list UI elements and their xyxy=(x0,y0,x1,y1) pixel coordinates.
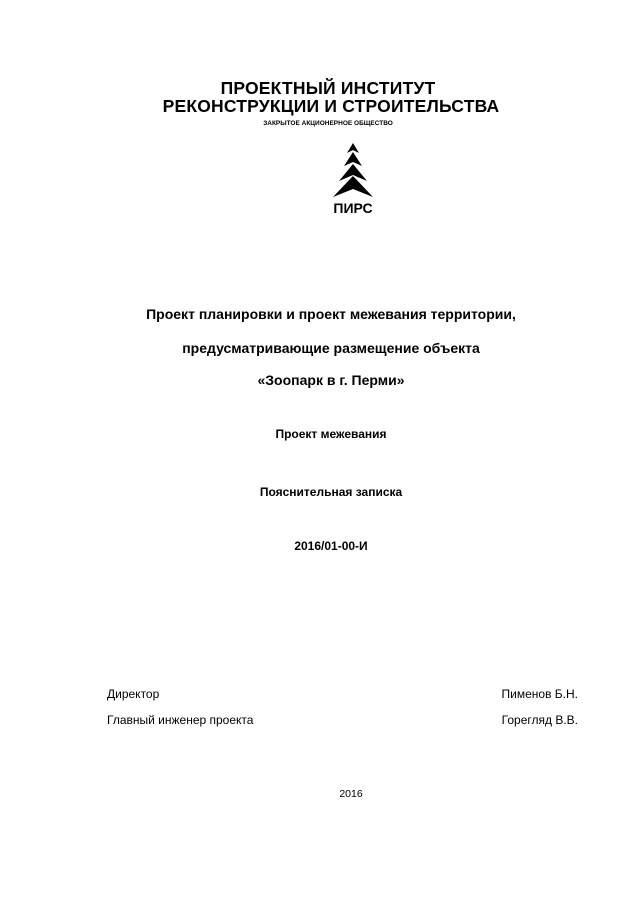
title-line-1: Проект планировки и проект межевания территории, xyxy=(146,306,516,322)
signature-role-director: Директор xyxy=(107,687,160,701)
document-code: 2016/01-00-И xyxy=(294,539,368,553)
organization-name-line-1: ПРОЕКТНЫЙ ИНСТИТУТ xyxy=(220,78,436,98)
document-year: 2016 xyxy=(339,788,363,800)
title-line-2: предусматривающие размещение объекта xyxy=(182,340,480,356)
document-type: Пояснительная записка xyxy=(259,485,403,499)
document-section: Проект межевания xyxy=(275,427,387,441)
organization-type: ЗАКРЫТОЕ АКЦИОНЕРНОЕ ОБЩЕСТВО xyxy=(263,120,393,127)
signature-role-chief-engineer: Главный инженер проекта xyxy=(107,713,254,727)
signature-name-chief-engineer: Горегляд В.В. xyxy=(501,713,578,727)
organization-name-line-2: РЕКОНСТРУКЦИИ И СТРОИТЕЛЬСТВА xyxy=(162,96,500,116)
logo-text: ПИРС xyxy=(333,200,373,216)
title-line-3: «Зоопарк в г. Перми» xyxy=(257,372,405,388)
signature-name-director: Пименов Б.Н. xyxy=(501,687,578,701)
